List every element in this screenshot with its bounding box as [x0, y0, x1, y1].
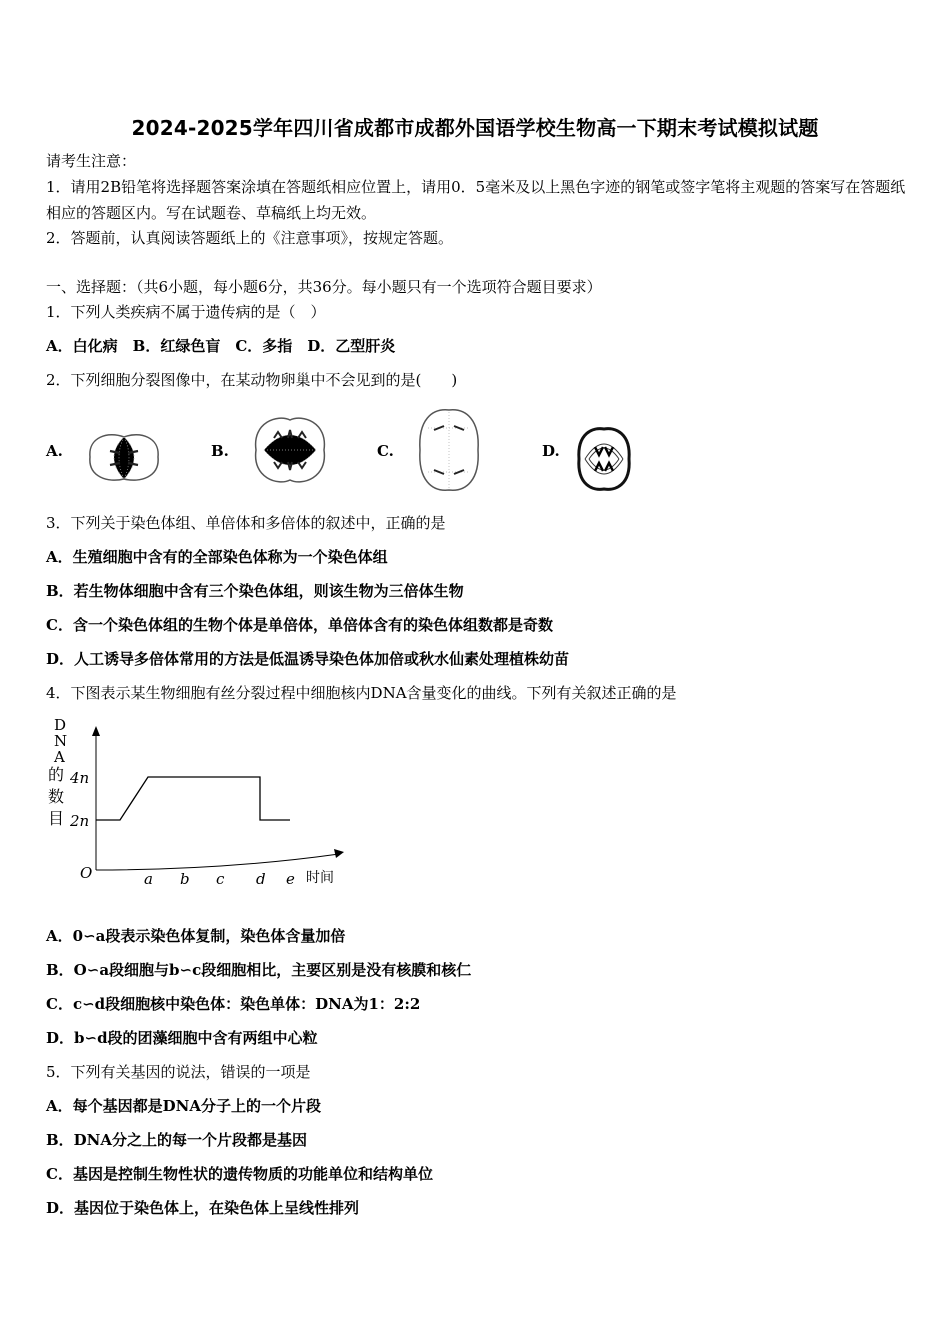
cell-figure-a — [84, 425, 164, 487]
notice-item-1: 1．请用2B铅笔将选择题答案涂填在答题纸相应位置上，请用0．5毫米及以上黑色字迹的钢笔或签字笔将主观题的答案写在答题纸相应的答题区内。写在试题卷、草稿纸上均无效。 — [46, 178, 906, 222]
chart-ylabel-1: D — [54, 716, 67, 734]
q4-option-b: B．O∽a段细胞与b∽c段细胞相比，主要区别是没有核膜和核仁 — [46, 961, 472, 979]
x-axis — [96, 854, 339, 870]
q3-option-d: D．人工诱导多倍体常用的方法是低温诱导染色体加倍或秋水仙素处理植株幼苗 — [46, 650, 570, 668]
y-tick-label-2n: 2n — [70, 812, 90, 830]
notice-item-2: 2．答题前，认真阅读答题纸上的《注意事项》，按规定答题。 — [46, 229, 454, 247]
y-tick-label-4n: 4n — [70, 769, 90, 787]
q3-stem: 3．下列关于染色体组、单倍体和多倍体的叙述中，正确的是 — [46, 514, 446, 532]
q4-stem: 4．下图表示某生物细胞有丝分裂过程中细胞核内DNA含量变化的曲线。下列有关叙述正确的是 — [46, 684, 677, 702]
q2-label-b: B. — [211, 442, 229, 460]
section-heading: 一、选择题：（共6小题，每小题6分，共36分。每小题只有一个选项符合题目要求） — [46, 278, 602, 296]
page-title: 2024-2025学年四川省成都市成都外国语学校生物高一下期末考试模拟试题 — [131, 116, 819, 140]
chart-ylabel-3: A — [54, 748, 65, 766]
q4-option-a: A．0∽a段表示染色体复制，染色体含量加倍 — [46, 927, 346, 945]
chart-ylabel-char: 的 — [48, 765, 65, 784]
x-axis-label: 时间 — [306, 870, 334, 886]
y-axis-arrow — [92, 726, 100, 736]
q2-label-c: C. — [377, 442, 394, 460]
q5-option-c: C．基因是控制生物性状的遗传物质的功能单位和结构单位 — [46, 1165, 433, 1183]
q2-stem: 2．下列细胞分裂图像中，在某动物卵巢中不会见到的是( ) — [46, 371, 458, 389]
chart-ylabel-char: 目 — [48, 809, 65, 828]
dna-chart — [44, 712, 354, 892]
cell-figure-b — [248, 410, 332, 490]
q5-stem: 5．下列有关基因的说法，错误的一项是 — [46, 1063, 311, 1081]
q3-option-b: B．若生物体细胞中含有三个染色体组，则该生物为三倍体生物 — [46, 582, 464, 600]
x-tick-label-c: c — [216, 870, 225, 888]
notice-heading: 请考生注意： — [46, 152, 137, 170]
x-tick-label-b: b — [180, 870, 190, 888]
q5-option-b: B．DNA分之上的每一个片段都是基因 — [46, 1131, 308, 1149]
q3-option-a: A．生殖细胞中含有的全部染色体称为一个染色体组 — [46, 548, 388, 566]
dna-series-line — [96, 777, 290, 820]
chart-ylabel-char: 数 — [48, 787, 65, 806]
x-tick-label-a: a — [144, 870, 153, 888]
cell-figure-d — [575, 425, 633, 493]
x-tick-label-d: d — [256, 870, 266, 888]
cell-figure-c — [414, 404, 484, 496]
x-tick-label-e: e — [286, 870, 295, 888]
q1-stem: 1．下列人类疾病不属于遗传病的是（ ） — [46, 303, 326, 321]
q1-options: A．白化病 B．红绿色盲 C．多指 D．乙型肝炎 — [46, 337, 396, 355]
q2-label-a: A. — [46, 442, 63, 460]
x-axis-arrow — [334, 849, 344, 858]
q5-option-d: D．基因位于染色体上，在染色体上呈线性排列 — [46, 1199, 360, 1217]
q4-option-d: D．b∽d段的团藻细胞中含有两组中心粒 — [46, 1029, 318, 1047]
chart-ylabel-2: N — [54, 732, 68, 750]
q2-label-d: D. — [542, 442, 560, 460]
x-tick-label-O: O — [80, 864, 93, 882]
q3-option-c: C．含一个染色体组的生物个体是单倍体，单倍体含有的染色体组数都是奇数 — [46, 616, 553, 634]
q4-option-c: C．c∽d段细胞核中染色体：染色单体：DNA为1：2:2 — [46, 995, 421, 1013]
q5-option-a: A．每个基因都是DNA分子上的一个片段 — [46, 1097, 321, 1115]
